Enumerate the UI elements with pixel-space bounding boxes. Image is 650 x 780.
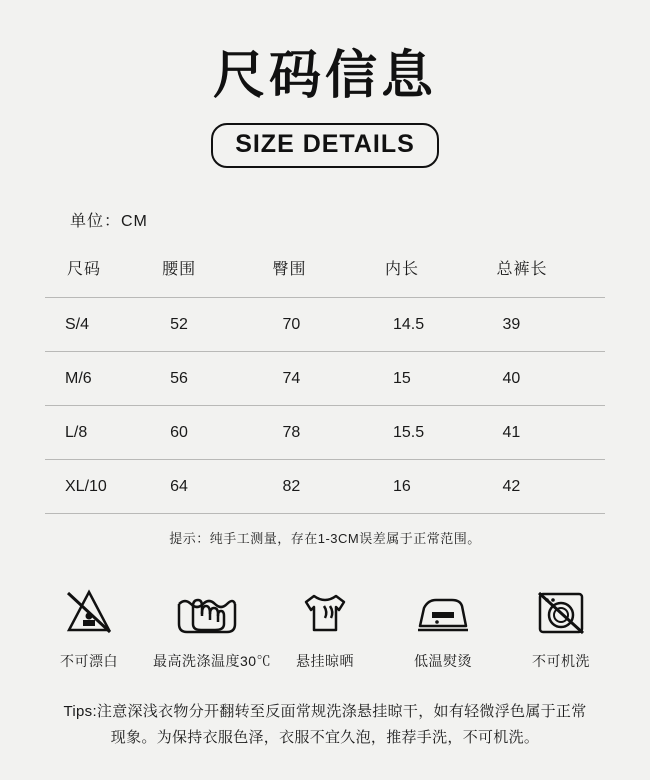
size-table [45, 247, 605, 514]
care-label: 不可机洗 [532, 653, 590, 670]
measurement-note: 提示：纯手工测量，存在1-3CM误差属于正常范围。 [169, 531, 481, 547]
care-label: 最高洗涤温度30℃ [153, 653, 272, 670]
care-label: 低温熨烫 [414, 653, 472, 670]
tips-line-2: 现象。为保持衣服色泽，衣服不宜久泡，推荐手洗，不可机洗。 [110, 729, 540, 747]
cell-waist: 64 [170, 477, 188, 495]
care-item [507, 581, 615, 671]
column-header-inseam: 内长 [384, 260, 419, 278]
cell-total-length: 40 [502, 369, 521, 387]
care-label: 悬挂晾晒 [296, 653, 354, 670]
care-item [35, 581, 143, 671]
care-tips [40, 699, 610, 752]
cell-waist: 52 [170, 315, 188, 333]
care-label: 不可漂白 [60, 653, 118, 670]
column-header-size: 尺码 [67, 260, 102, 278]
table-row [45, 460, 605, 514]
table-row [45, 352, 605, 406]
size-table-header [45, 247, 605, 298]
care-item [153, 581, 272, 671]
table-row [45, 298, 605, 352]
cell-inseam: 15.5 [392, 423, 425, 441]
cell-inseam: 16 [392, 477, 411, 495]
cell-total-length: 41 [502, 423, 521, 441]
cell-inseam: 15 [392, 369, 411, 387]
table-header-row [45, 247, 605, 298]
cell-hip: 82 [282, 477, 301, 495]
cell-size: M/6 [65, 369, 92, 387]
tips-line-1: 注意深浅衣物分开翻转至反面常规洗涤悬挂晾干，如有轻微浮色属于正常 [96, 703, 587, 721]
cell-size: S/4 [65, 315, 90, 333]
cell-size: XL/10 [65, 477, 107, 495]
care-item [389, 581, 497, 671]
size-table-body [45, 298, 605, 514]
cell-size: L/8 [65, 423, 88, 441]
subtitle-wrap [0, 123, 650, 168]
no-bleach-icon [35, 581, 143, 643]
table-row [45, 406, 605, 460]
care-instructions [0, 581, 650, 671]
hand-wash-icon [153, 581, 261, 643]
cell-hip: 70 [282, 315, 301, 333]
column-header-hip: 臀围 [272, 260, 307, 278]
low-iron-icon [389, 581, 497, 643]
page-title: 尺码信息 [212, 46, 437, 106]
cell-inseam: 14.5 [392, 315, 425, 333]
cell-hip: 74 [282, 369, 301, 387]
title-block [0, 0, 650, 168]
cell-total-length: 42 [502, 477, 521, 495]
cell-total-length: 39 [502, 315, 521, 333]
hang-dry-icon [271, 581, 379, 643]
cell-hip: 78 [282, 423, 301, 441]
unit-label: 单位：CM [70, 213, 148, 231]
page-subtitle: SIZE DETAILS [211, 123, 439, 168]
cell-waist: 56 [170, 369, 188, 387]
care-item [271, 581, 379, 671]
column-header-waist: 腰围 [162, 260, 197, 278]
tips-prefix: Tips: [63, 703, 97, 721]
no-machine-wash-icon [507, 581, 615, 643]
cell-waist: 60 [170, 423, 188, 441]
column-header-total-length: 总裤长 [496, 260, 548, 278]
